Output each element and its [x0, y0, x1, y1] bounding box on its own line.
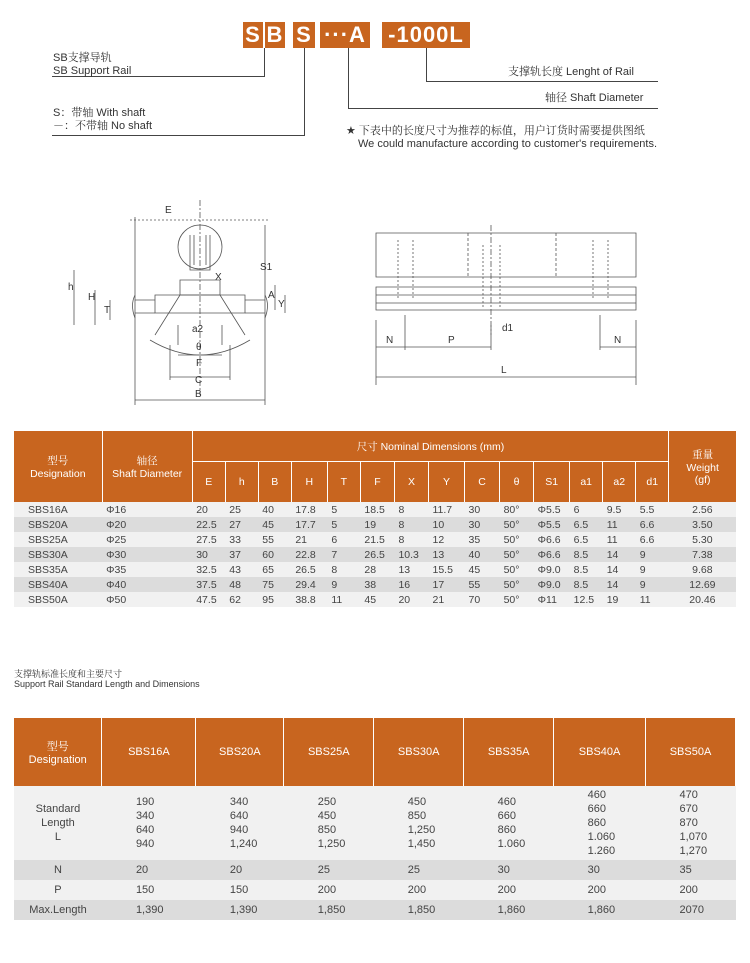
note-en: We could manufacture according to customer's requirements. [358, 138, 658, 150]
standard-length-values: 460 660 860 1.060 [464, 786, 554, 860]
table-cell: 7.38 [669, 547, 736, 562]
table-cell: 8 [327, 562, 360, 577]
table-cell: Φ25 [102, 532, 192, 547]
table-cell: 26.5 [360, 547, 394, 562]
table-cell: 20 [196, 860, 284, 880]
table-cell: 6.6 [636, 517, 669, 532]
table-cell: 20 [192, 502, 225, 517]
table-row [14, 592, 736, 607]
dim-col-h: h [225, 462, 258, 503]
table-cell: 50° [500, 592, 534, 607]
code-part-5: -1000L [382, 22, 470, 48]
table-cell: 8.5 [570, 547, 603, 562]
table-cell: 200 [284, 880, 374, 900]
table-cell: 38 [360, 577, 394, 592]
table-cell: 1,390 [102, 900, 196, 920]
label-T: T [104, 305, 111, 316]
table-cell: 28 [360, 562, 394, 577]
table-cell: 1,390 [196, 900, 284, 920]
table-cell: 1,860 [554, 900, 646, 920]
label-P: P [448, 335, 455, 346]
table-cell: Φ9.0 [534, 577, 570, 592]
legend-shaft-diameter: 轴径 Shaft Diameter [545, 92, 644, 104]
table-cell: 1,850 [374, 900, 464, 920]
label-N-left: N [386, 335, 394, 346]
table-cell: 35 [465, 532, 500, 547]
table-cell: 8 [394, 532, 428, 547]
dim-col-T: T [327, 462, 360, 503]
table-cell: 30 [464, 860, 554, 880]
table-cell: 48 [225, 577, 258, 592]
table-row [14, 502, 736, 517]
table-cell: 5.5 [636, 502, 669, 517]
table-row [14, 577, 736, 592]
standard-length-values: 340 640 940 1,240 [196, 786, 284, 860]
table-row [14, 900, 736, 920]
label-L: L [501, 365, 507, 376]
table-cell: 38.8 [291, 592, 327, 607]
table-cell: Φ6.6 [534, 532, 570, 547]
dim-col-a1: a1 [570, 462, 603, 503]
table-cell: 20 [102, 860, 196, 880]
table-cell: 27 [225, 517, 258, 532]
weight-header: 重量 Weight (gf) [669, 431, 736, 502]
table-cell: 16 [394, 577, 428, 592]
table-cell: 18.5 [360, 502, 394, 517]
label-d1: d1 [502, 323, 514, 334]
table-cell: Φ5.5 [534, 517, 570, 532]
table-cell: 11 [603, 517, 636, 532]
dim-col-S1: S1 [534, 462, 570, 503]
table-cell: 11 [603, 532, 636, 547]
dim-col-Y: Y [428, 462, 464, 503]
table-cell: Φ6.6 [534, 547, 570, 562]
table-cell: SBS20A [14, 517, 102, 532]
table-cell: 70 [465, 592, 500, 607]
table-cell: 5 [327, 502, 360, 517]
table-cell: 62 [225, 592, 258, 607]
label-h: h [68, 282, 74, 293]
standard-length-values: 450 850 1,250 1,450 [374, 786, 464, 860]
table-cell: 80° [500, 502, 534, 517]
table-cell: 9 [636, 577, 669, 592]
table-cell: 13 [394, 562, 428, 577]
standard-length-values: 470 670 870 1,070 1,270 [646, 786, 736, 860]
dim-col-B: B [258, 462, 291, 503]
model-header: SBS40A [554, 718, 646, 786]
table-row [14, 562, 736, 577]
table-cell: Φ9.0 [534, 562, 570, 577]
cross-section-drawing [60, 195, 290, 410]
standard-length-values: 250 450 850 1,250 [284, 786, 374, 860]
table-cell: SBS16A [14, 502, 102, 517]
nominal-dimensions-header: 尺寸 Nominal Dimensions (mm) [192, 431, 669, 462]
table-cell: 21.5 [360, 532, 394, 547]
table-cell: 50° [500, 517, 534, 532]
table-cell: 7 [327, 547, 360, 562]
table-cell: 11 [327, 592, 360, 607]
label-A: A [268, 290, 275, 301]
table-cell: 45 [360, 592, 394, 607]
table-cell: 43 [225, 562, 258, 577]
legend-rail-length: 支撑轨长度 Lenght of Rail [508, 66, 634, 78]
model-header: SBS16A [102, 718, 196, 786]
label-E: E [165, 205, 172, 216]
table-cell: 13 [428, 547, 464, 562]
dim-col-E: E [192, 462, 225, 503]
table-cell: 20 [394, 592, 428, 607]
note-cn: ★ 下表中的长度尺寸为推荐的标值，用户订货时需要提供图纸 [346, 125, 645, 137]
standard-length-values: 190 340 640 940 [102, 786, 196, 860]
table-cell: 27.5 [192, 532, 225, 547]
table-cell: 14 [603, 562, 636, 577]
designation-header: 型号 Designation [14, 431, 102, 502]
table-cell: 15.5 [428, 562, 464, 577]
table-row [14, 860, 736, 880]
table-cell: 9 [636, 547, 669, 562]
table-cell: 35 [646, 860, 736, 880]
table-cell: 10.3 [394, 547, 428, 562]
table-cell: 6.6 [636, 532, 669, 547]
shaft-diameter-header: 轴径 Shaft Diameter [102, 431, 192, 502]
table-cell: Φ20 [102, 517, 192, 532]
table-cell: Φ11 [534, 592, 570, 607]
table-cell: 50° [500, 547, 534, 562]
table-cell: 6 [570, 502, 603, 517]
table-cell: 50° [500, 562, 534, 577]
code-part-3: S [293, 22, 315, 48]
table-cell: Max.Length [14, 900, 102, 920]
table-cell: 8.5 [570, 562, 603, 577]
table-cell: 30 [554, 860, 646, 880]
table-cell: SBS30A [14, 547, 102, 562]
table-cell: 14 [603, 577, 636, 592]
table-cell: 55 [258, 532, 291, 547]
model-header: SBS20A [196, 718, 284, 786]
table-row [14, 532, 736, 547]
table-cell: 9.5 [603, 502, 636, 517]
table-cell: 75 [258, 577, 291, 592]
model-header: SBS25A [284, 718, 374, 786]
table-cell: 200 [646, 880, 736, 900]
table-cell: 1,860 [464, 900, 554, 920]
dim-col-X: X [394, 462, 428, 503]
table-cell: 37.5 [192, 577, 225, 592]
code-part-4: ···A [320, 22, 370, 48]
legend-with-shaft: S：带轴 With shaft [53, 107, 146, 119]
table-cell: 200 [554, 880, 646, 900]
code-part-1: S [243, 22, 263, 48]
dim-col-H: H [291, 462, 327, 503]
table-cell: SBS25A [14, 532, 102, 547]
table-cell: 32.5 [192, 562, 225, 577]
dim-col-a2: a2 [603, 462, 636, 503]
label-N-right: N [614, 335, 622, 346]
section2-title-en: Support Rail Standard Length and Dimensions [14, 679, 200, 689]
table-cell: 33 [225, 532, 258, 547]
table-cell: Φ35 [102, 562, 192, 577]
table-cell: 45 [465, 562, 500, 577]
table-cell: 17 [428, 577, 464, 592]
label-theta: θ [196, 342, 202, 353]
table-cell: 200 [374, 880, 464, 900]
table-cell: Φ40 [102, 577, 192, 592]
table-cell: 26.5 [291, 562, 327, 577]
table-cell: 25 [225, 502, 258, 517]
table-cell: 40 [465, 547, 500, 562]
table-cell: SBS50A [14, 592, 102, 607]
label-S1: S1 [260, 262, 273, 273]
table-cell: 21 [428, 592, 464, 607]
table-cell: Φ50 [102, 592, 192, 607]
table-cell: 30 [465, 502, 500, 517]
legend-sb-en: SB Support Rail [53, 65, 132, 77]
table-cell: 45 [258, 517, 291, 532]
table-cell: 22.8 [291, 547, 327, 562]
table-cell: 30 [192, 547, 225, 562]
table-cell: 9 [636, 562, 669, 577]
table-cell: 19 [603, 592, 636, 607]
table-cell: Φ30 [102, 547, 192, 562]
table-cell: P [14, 880, 102, 900]
side-view-drawing [368, 225, 643, 385]
table-cell: 6 [327, 532, 360, 547]
table-row [14, 517, 736, 532]
table-cell: 11.7 [428, 502, 464, 517]
label-Y: Y [278, 299, 285, 310]
label-F: F [196, 358, 203, 369]
table-cell: 25 [374, 860, 464, 880]
table-cell: 6.5 [570, 532, 603, 547]
table-cell: 21 [291, 532, 327, 547]
standard-length-label: Standard Length L [14, 786, 102, 860]
table-cell: SBS35A [14, 562, 102, 577]
table-cell: 25 [284, 860, 374, 880]
dim-col-C: C [465, 462, 500, 503]
table-cell: 9 [327, 577, 360, 592]
table-cell: 50° [500, 532, 534, 547]
model-header: SBS35A [464, 718, 554, 786]
model-header: SBS50A [646, 718, 736, 786]
section2-title-cn: 支撑轨标准长度和主要尺寸 [14, 669, 123, 679]
dimensions-table [14, 431, 736, 607]
table-cell: 6.5 [570, 517, 603, 532]
table-cell: 11 [636, 592, 669, 607]
table-cell: 17.8 [291, 502, 327, 517]
table-cell: 47.5 [192, 592, 225, 607]
table-cell: 40 [258, 502, 291, 517]
table-cell: Φ16 [102, 502, 192, 517]
table-cell: 9.68 [669, 562, 736, 577]
table-row [14, 547, 736, 562]
table-cell: 5 [327, 517, 360, 532]
standard-length-values: 460 660 860 1.060 1.260 [554, 786, 646, 860]
legend-no-shaft: －：不带轴 No shaft [53, 120, 153, 132]
table-cell: 20.46 [669, 592, 736, 607]
table-cell: 12.69 [669, 577, 736, 592]
table-row [14, 880, 736, 900]
dim-col-F: F [360, 462, 394, 503]
table-cell: 8 [394, 502, 428, 517]
dim-col-θ: θ [500, 462, 534, 503]
table-cell: 65 [258, 562, 291, 577]
table-cell: 2.56 [669, 502, 736, 517]
dim-col-d1: d1 [636, 462, 669, 503]
table-cell: 150 [196, 880, 284, 900]
table-cell: 12.5 [570, 592, 603, 607]
table-cell: 12 [428, 532, 464, 547]
designation-header: 型号 Designation [14, 718, 102, 786]
label-H: H [88, 292, 96, 303]
legend-sb-cn: SB支撑导轨 [53, 52, 112, 64]
table-cell: 8.5 [570, 577, 603, 592]
table-cell: 30 [465, 517, 500, 532]
table-cell: 150 [102, 880, 196, 900]
table-cell: 55 [465, 577, 500, 592]
standard-length-table [14, 718, 736, 920]
table-cell: 1,850 [284, 900, 374, 920]
table-cell: 17.7 [291, 517, 327, 532]
label-a2: a2 [192, 324, 204, 335]
table-cell: 200 [464, 880, 554, 900]
table-cell: 5.30 [669, 532, 736, 547]
table-cell: 3.50 [669, 517, 736, 532]
label-B: B [195, 389, 202, 400]
table-cell: 19 [360, 517, 394, 532]
table-cell: 95 [258, 592, 291, 607]
table-cell: 29.4 [291, 577, 327, 592]
table-cell: 14 [603, 547, 636, 562]
table-cell: 8 [394, 517, 428, 532]
label-X: X [215, 272, 222, 283]
table-cell: 37 [225, 547, 258, 562]
code-part-2: B [266, 22, 284, 47]
table-cell: N [14, 860, 102, 880]
table-cell: 22.5 [192, 517, 225, 532]
table-cell: 60 [258, 547, 291, 562]
table-cell: 50° [500, 577, 534, 592]
label-C: C [195, 375, 203, 386]
model-header: SBS30A [374, 718, 464, 786]
table-cell: 10 [428, 517, 464, 532]
table-cell: Φ5.5 [534, 502, 570, 517]
table-cell: 2070 [646, 900, 736, 920]
table-cell: SBS40A [14, 577, 102, 592]
